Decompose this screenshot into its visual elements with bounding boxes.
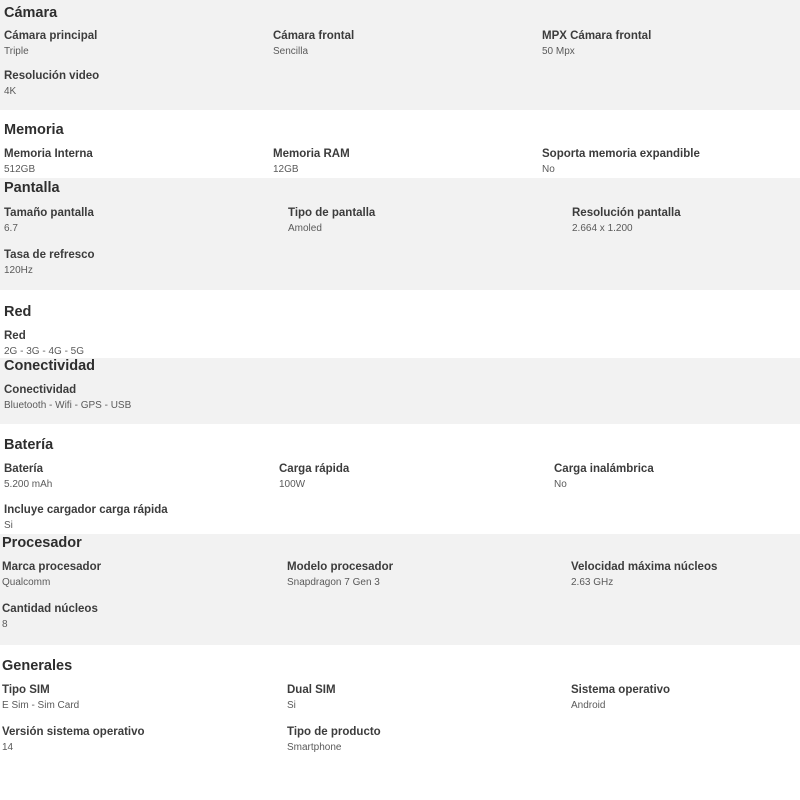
spec-value: Smartphone bbox=[287, 742, 342, 753]
spec-label: Memoria RAM bbox=[273, 148, 350, 160]
spec-label: Memoria Interna bbox=[4, 148, 93, 160]
spec-value: Qualcomm bbox=[2, 577, 51, 588]
spec-label: Resolución pantalla bbox=[572, 207, 681, 219]
spec-product-type bbox=[287, 725, 381, 754]
spec-value: E Sim - Sim Card bbox=[2, 700, 80, 711]
spec-refresh-rate bbox=[4, 248, 95, 277]
section-title-camera: Cámara bbox=[4, 5, 58, 21]
spec-value: Si bbox=[4, 520, 13, 531]
spec-label: Resolución video bbox=[4, 70, 100, 82]
section-title-memory: Memoria bbox=[4, 122, 64, 138]
spec-core-count bbox=[2, 602, 98, 631]
spec-value: Android bbox=[571, 700, 606, 711]
spec-wireless-charge bbox=[554, 462, 654, 491]
spec-label: Velocidad máxima núcleos bbox=[571, 561, 718, 573]
spec-screen-resolution bbox=[572, 206, 681, 235]
spec-value: 6.7 bbox=[4, 223, 18, 234]
section-title-processor: Procesador bbox=[2, 535, 82, 551]
spec-label: Carga rápida bbox=[279, 463, 350, 475]
section-memory bbox=[0, 110, 800, 178]
spec-value: Si bbox=[287, 700, 296, 711]
spec-value: Bluetooth - Wifi - GPS - USB bbox=[4, 400, 132, 411]
spec-value: 120Hz bbox=[4, 265, 33, 276]
spec-label: Incluye cargador carga rápida bbox=[4, 504, 168, 516]
spec-label: Batería bbox=[4, 463, 43, 475]
spec-processor-model bbox=[287, 560, 393, 589]
spec-label: Modelo procesador bbox=[287, 561, 394, 573]
spec-main-camera bbox=[4, 29, 97, 58]
spec-front-camera bbox=[273, 29, 354, 58]
spec-value: 100W bbox=[279, 479, 306, 490]
section-title-network: Red bbox=[4, 304, 32, 320]
spec-label: Cámara principal bbox=[4, 30, 98, 42]
spec-value: 5.200 mAh bbox=[4, 479, 53, 490]
section-general bbox=[0, 645, 800, 800]
spec-label: Conectividad bbox=[4, 384, 77, 396]
spec-expandable-memory bbox=[542, 147, 700, 176]
spec-ram bbox=[273, 147, 350, 176]
spec-label: MPX Cámara frontal bbox=[542, 30, 652, 42]
spec-fast-charge bbox=[279, 462, 349, 491]
spec-label: Red bbox=[4, 330, 26, 342]
spec-max-core-speed bbox=[571, 560, 717, 589]
section-connectivity bbox=[0, 358, 800, 424]
spec-label: Tipo SIM bbox=[2, 684, 50, 696]
section-battery bbox=[0, 424, 800, 534]
spec-value: Snapdragon 7 Gen 3 bbox=[287, 577, 380, 588]
spec-value: 4K bbox=[4, 86, 17, 97]
spec-connectivity bbox=[4, 383, 131, 412]
section-title-connectivity: Conectividad bbox=[4, 358, 96, 374]
spec-label: Sistema operativo bbox=[571, 684, 671, 696]
spec-value: No bbox=[542, 164, 555, 175]
spec-label: Cantidad núcleos bbox=[2, 603, 98, 615]
spec-sim-type bbox=[2, 683, 79, 712]
spec-label: Tamaño pantalla bbox=[4, 207, 94, 219]
section-title-battery: Batería bbox=[4, 437, 54, 453]
spec-value: 8 bbox=[2, 619, 8, 630]
spec-label: Tipo de pantalla bbox=[288, 207, 376, 219]
spec-charger-included bbox=[4, 503, 168, 532]
spec-front-camera-mpx bbox=[542, 29, 651, 58]
spec-label: Versión sistema operativo bbox=[2, 726, 145, 738]
spec-label: Carga inalámbrica bbox=[554, 463, 654, 475]
spec-screen-size bbox=[4, 206, 94, 235]
spec-battery bbox=[4, 462, 52, 491]
spec-label: Cámara frontal bbox=[273, 30, 355, 42]
spec-dual-sim bbox=[287, 683, 336, 712]
section-screen bbox=[0, 178, 800, 290]
spec-label: Tasa de refresco bbox=[4, 249, 95, 261]
spec-value: 512GB bbox=[4, 164, 36, 175]
section-network bbox=[0, 290, 800, 358]
spec-label: Soporta memoria expandible bbox=[542, 148, 700, 160]
spec-value: 14 bbox=[2, 742, 14, 753]
spec-os-version bbox=[2, 725, 145, 754]
spec-value: 2G - 3G - 4G - 5G bbox=[4, 346, 85, 357]
spec-label: Tipo de producto bbox=[287, 726, 381, 738]
section-title-screen: Pantalla bbox=[4, 180, 60, 196]
spec-network bbox=[4, 329, 84, 358]
spec-value: 2.63 GHz bbox=[571, 577, 614, 588]
spec-operating-system bbox=[571, 683, 670, 712]
spec-value: No bbox=[554, 479, 567, 490]
section-title-general: Generales bbox=[2, 658, 73, 674]
spec-video-resolution bbox=[4, 69, 99, 98]
spec-internal-memory bbox=[4, 147, 93, 176]
spec-value: Amoled bbox=[288, 223, 322, 234]
section-processor bbox=[0, 534, 800, 645]
spec-value: Triple bbox=[4, 46, 29, 57]
section-camera bbox=[0, 0, 800, 110]
spec-processor-brand bbox=[2, 560, 101, 589]
spec-value: 50 Mpx bbox=[542, 46, 575, 57]
spec-value: 2.664 x 1.200 bbox=[572, 223, 633, 234]
spec-label: Marca procesador bbox=[2, 561, 102, 573]
spec-value: 12GB bbox=[273, 164, 299, 175]
spec-value: Sencilla bbox=[273, 46, 309, 57]
spec-screen-type bbox=[288, 206, 375, 235]
spec-label: Dual SIM bbox=[287, 684, 336, 696]
